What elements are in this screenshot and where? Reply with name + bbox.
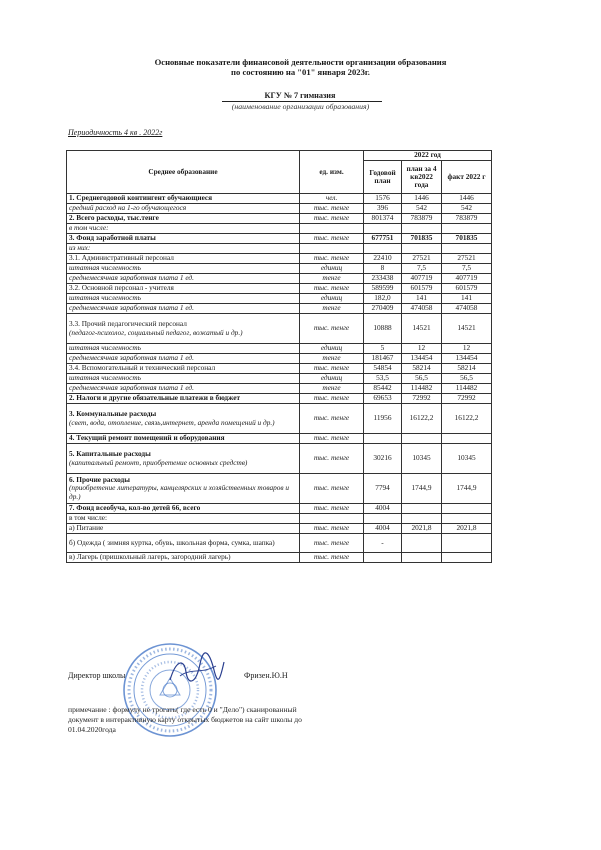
row-unit: тыс. тенге xyxy=(300,524,364,534)
row-value-v1: 11956 xyxy=(364,404,402,434)
row-value-v1: 7794 xyxy=(364,474,402,504)
row-value-v3: 27521 xyxy=(442,254,492,264)
row-label xyxy=(67,204,300,214)
row-value-v2: 27521 xyxy=(402,254,442,264)
row-label xyxy=(67,534,300,553)
row-value-v1: 69653 xyxy=(364,394,402,404)
row-value-v2 xyxy=(402,504,442,514)
row-label-text: б) Одежда ( зимняя куртка, обувь, школьная форма, сумка, шапка) xyxy=(69,537,275,547)
row-label-text: штатная численность xyxy=(69,373,141,383)
row-value-v3: 542 xyxy=(442,204,492,214)
row-label-text: 3.1. Административный персонал xyxy=(69,253,174,263)
header-category: Среднее образование xyxy=(67,151,300,194)
row-label xyxy=(67,344,300,354)
row-unit: тыс. тенге xyxy=(300,314,364,344)
row-unit: тыс. тенге xyxy=(300,394,364,404)
row-value-v1 xyxy=(364,244,402,254)
row-unit xyxy=(300,224,364,234)
table-row xyxy=(67,394,492,404)
row-unit: тыс. тенге xyxy=(300,474,364,504)
row-value-v1: - xyxy=(364,534,402,553)
header-annual-plan: Годовой план xyxy=(364,161,402,194)
row-label-text: в том числе: xyxy=(69,223,109,233)
table-row xyxy=(67,294,492,304)
row-value-v3: 407719 xyxy=(442,274,492,284)
periodicity-label: Периодичность 4 кв . 2022г xyxy=(68,128,163,137)
row-label-text: среднемесячная заработная плата 1 ед. xyxy=(69,303,194,313)
row-value-v3: 7,5 xyxy=(442,264,492,274)
row-value-v3: 56,5 xyxy=(442,374,492,384)
row-value-v3 xyxy=(442,504,492,514)
row-value-v3 xyxy=(442,434,492,444)
row-value-v2: 701835 xyxy=(402,234,442,244)
row-value-v3: 58214 xyxy=(442,364,492,374)
row-value-v1: 4004 xyxy=(364,524,402,534)
table-row xyxy=(67,514,492,524)
row-sublabel-text: (приобретение литературы, канцелярских и хозяйственных товаров и др.) xyxy=(69,483,290,501)
row-label xyxy=(67,224,300,234)
row-value-v1: 54854 xyxy=(364,364,402,374)
row-unit: тыс. тенге xyxy=(300,434,364,444)
row-value-v2 xyxy=(402,553,442,563)
row-unit: единиц xyxy=(300,344,364,354)
row-value-v3: 2021,8 xyxy=(442,524,492,534)
row-value-v3 xyxy=(442,244,492,254)
table-row xyxy=(67,474,492,504)
row-label xyxy=(67,284,300,294)
table-row xyxy=(67,374,492,384)
row-unit: тенге xyxy=(300,384,364,394)
header-year: 2022 год xyxy=(364,151,492,161)
row-unit: тыс. тенге xyxy=(300,404,364,434)
table-row xyxy=(67,534,492,553)
row-value-v2 xyxy=(402,224,442,234)
row-label-text: 4. Текущий ремонт помещений и оборудования xyxy=(69,433,225,443)
row-value-v3: 783879 xyxy=(442,214,492,224)
row-value-v2: 542 xyxy=(402,204,442,214)
row-label xyxy=(67,304,300,314)
row-label-text: 3.2. Основной персонал - учителя xyxy=(69,283,174,293)
row-label xyxy=(67,553,300,563)
row-unit xyxy=(300,514,364,524)
director-signature xyxy=(166,650,226,690)
table-row xyxy=(67,364,492,374)
row-unit: тенге xyxy=(300,304,364,314)
row-value-v1: 30216 xyxy=(364,444,402,474)
table-row xyxy=(67,244,492,254)
row-label xyxy=(67,274,300,284)
row-label xyxy=(67,514,300,524)
row-label-text: 3. Фонд заработной платы xyxy=(69,233,156,243)
row-label-text: в) Лагерь (пришкольный лагерь, загородний лагерь) xyxy=(69,552,231,562)
row-label-text: 2. Налоги и другие обязательные платежи в бюджет xyxy=(69,393,241,403)
table-row xyxy=(67,204,492,214)
row-label-text: 2. Всего расходы, тыс.тенге xyxy=(69,213,159,223)
row-value-v2 xyxy=(402,534,442,553)
row-unit: тыс. тенге xyxy=(300,504,364,514)
row-unit: единиц xyxy=(300,294,364,304)
row-value-v3: 601579 xyxy=(442,284,492,294)
row-value-v3: 1744,9 xyxy=(442,474,492,504)
row-value-v2: 58214 xyxy=(402,364,442,374)
row-value-v1: 1576 xyxy=(364,194,402,204)
row-value-v2: 16122,2 xyxy=(402,404,442,434)
table-row xyxy=(67,234,492,244)
row-value-v1: 233438 xyxy=(364,274,402,284)
table-row xyxy=(67,444,492,474)
row-label xyxy=(67,394,300,404)
table-row xyxy=(67,224,492,234)
organization-caption: (наименование организации образования) xyxy=(231,102,370,111)
row-value-v1: 85442 xyxy=(364,384,402,394)
row-unit: тыс. тенге xyxy=(300,234,364,244)
row-value-v1: 181467 xyxy=(364,354,402,364)
row-unit: тыс. тенге xyxy=(300,254,364,264)
row-value-v3: 1446 xyxy=(442,194,492,204)
row-unit: тенге xyxy=(300,274,364,284)
row-value-v2: 2021,8 xyxy=(402,524,442,534)
row-unit: тыс. тенге xyxy=(300,534,364,553)
table-row xyxy=(67,434,492,444)
row-label-text: в том числе: xyxy=(69,513,108,523)
table-row xyxy=(67,354,492,364)
row-value-v3 xyxy=(442,534,492,553)
row-value-v3 xyxy=(442,224,492,234)
row-label xyxy=(67,214,300,224)
row-label-text: средний расход на 1-го обучающегося xyxy=(69,203,187,213)
row-value-v2: 72992 xyxy=(402,394,442,404)
director-label: Директор школы xyxy=(68,671,126,680)
row-value-v1: 53,5 xyxy=(364,374,402,384)
row-value-v1: 801374 xyxy=(364,214,402,224)
report-title-line2: по состоянию на "01" января 2023г. xyxy=(231,67,370,77)
row-value-v2: 1744,9 xyxy=(402,474,442,504)
row-unit xyxy=(300,244,364,254)
row-value-v3: 701835 xyxy=(442,234,492,244)
row-label xyxy=(67,434,300,444)
row-value-v1: 22410 xyxy=(364,254,402,264)
table-row xyxy=(67,553,492,563)
table-row xyxy=(67,404,492,434)
row-value-v2: 114482 xyxy=(402,384,442,394)
row-label-text: а) Питание xyxy=(69,523,104,533)
row-value-v3: 141 xyxy=(442,294,492,304)
row-value-v2: 474058 xyxy=(402,304,442,314)
row-label-text: 7. Фонд всеобуча, кол-во детей 66, всего xyxy=(69,503,201,513)
financial-indicators-table xyxy=(66,150,492,563)
table-row xyxy=(67,254,492,264)
row-value-v1: 10888 xyxy=(364,314,402,344)
table-row xyxy=(67,314,492,344)
row-label xyxy=(67,354,300,364)
row-unit: тенге xyxy=(300,354,364,364)
row-unit: чел. xyxy=(300,194,364,204)
footnote: примечание : формулу не трогать( где есть 0 и "Дело") сканированный документ в интерактивную карту открытых бюджетов на сайт школы до 01.04.2020года xyxy=(68,705,302,735)
header-unit: ед. изм. xyxy=(300,151,364,194)
row-unit: тыс. тенге xyxy=(300,364,364,374)
report-title-line1: Основные показатели финансовой деятельности организации образования xyxy=(154,57,447,67)
row-label xyxy=(67,254,300,264)
row-label xyxy=(67,404,300,434)
row-unit: тыс. тенге xyxy=(300,284,364,294)
header-plan-q4: план за 4 кв2022 года xyxy=(402,161,442,194)
row-label xyxy=(67,504,300,514)
row-value-v3: 14521 xyxy=(442,314,492,344)
row-value-v2: 1446 xyxy=(402,194,442,204)
row-unit: единиц xyxy=(300,374,364,384)
row-label xyxy=(67,264,300,274)
row-unit: тыс. тенге xyxy=(300,553,364,563)
row-value-v3: 10345 xyxy=(442,444,492,474)
row-value-v2: 783879 xyxy=(402,214,442,224)
row-value-v3: 12 xyxy=(442,344,492,354)
row-sublabel-text: (педагог-психолог, социальный педагог, вожатый и др.) xyxy=(69,327,243,337)
row-label-text: 5. Капитальные расходы xyxy=(69,449,151,459)
row-label xyxy=(67,374,300,384)
row-value-v2: 12 xyxy=(402,344,442,354)
row-label xyxy=(67,444,300,474)
row-value-v2 xyxy=(402,514,442,524)
row-value-v1: 4004 xyxy=(364,504,402,514)
row-label-text: 6. Прочие расходы xyxy=(69,475,130,485)
row-value-v1: 5 xyxy=(364,344,402,354)
row-label-text: 3.3. Прочий педагогический персонал xyxy=(69,319,187,329)
row-unit: тыс. тенге xyxy=(300,214,364,224)
row-value-v1 xyxy=(364,514,402,524)
header-fact: факт 2022 г xyxy=(442,161,492,194)
table-row xyxy=(67,284,492,294)
table-row xyxy=(67,264,492,274)
row-label-text: 3.4. Вспомогательный и технический персонал xyxy=(69,363,216,373)
row-label xyxy=(67,244,300,254)
row-value-v3: 474058 xyxy=(442,304,492,314)
row-label xyxy=(67,234,300,244)
table-row xyxy=(67,304,492,314)
table-row xyxy=(67,214,492,224)
row-label-text: среднемесячная заработная плата 1 ед. xyxy=(69,353,194,363)
row-label-text: из них: xyxy=(69,243,91,253)
table-row xyxy=(67,194,492,204)
row-value-v2: 7,5 xyxy=(402,264,442,274)
row-value-v2 xyxy=(402,434,442,444)
table-row xyxy=(67,504,492,514)
row-sublabel-text: (свет, вода, отопление, связь,интернет, аренда помещений и др.) xyxy=(69,417,275,427)
table-row xyxy=(67,524,492,534)
row-value-v1 xyxy=(364,434,402,444)
row-label xyxy=(67,524,300,534)
row-value-v1 xyxy=(364,224,402,234)
row-label xyxy=(67,194,300,204)
row-value-v1: 589599 xyxy=(364,284,402,294)
row-value-v1: 182,0 xyxy=(364,294,402,304)
row-label-text: штатная численность xyxy=(69,343,141,353)
row-value-v2: 141 xyxy=(402,294,442,304)
row-value-v2: 10345 xyxy=(402,444,442,474)
row-value-v3: 134454 xyxy=(442,354,492,364)
row-unit: тыс. тенге xyxy=(300,204,364,214)
row-value-v2: 14521 xyxy=(402,314,442,344)
row-label-text: среднемесячная заработная плата 1 ед. xyxy=(69,273,194,283)
row-value-v1: 270409 xyxy=(364,304,402,314)
row-label-text: штатная численность xyxy=(69,263,141,273)
row-value-v1: 396 xyxy=(364,204,402,214)
row-value-v2 xyxy=(402,244,442,254)
table-row xyxy=(67,384,492,394)
row-value-v2: 134454 xyxy=(402,354,442,364)
row-value-v2: 56,5 xyxy=(402,374,442,384)
row-value-v3: 114482 xyxy=(442,384,492,394)
row-label-text: штатная численность xyxy=(69,293,141,303)
row-label xyxy=(67,314,300,344)
row-value-v2: 407719 xyxy=(402,274,442,284)
row-value-v3: 72992 xyxy=(442,394,492,404)
row-label-text: 1. Среднегодовой контингент обучающиеся xyxy=(69,193,213,203)
row-value-v3: 16122,2 xyxy=(442,404,492,434)
director-name: Фризен.Ю.Н xyxy=(244,671,288,680)
row-value-v3 xyxy=(442,553,492,563)
row-value-v1: 677751 xyxy=(364,234,402,244)
row-unit: единиц xyxy=(300,264,364,274)
row-value-v1: 8 xyxy=(364,264,402,274)
row-label xyxy=(67,384,300,394)
row-label-text: 3. Коммунальные расходы xyxy=(69,409,157,419)
row-label-text: среднемесячная заработная плата 1 ед. xyxy=(69,383,194,393)
row-label xyxy=(67,294,300,304)
table-row xyxy=(67,274,492,284)
row-sublabel-text: (капитальный ремонт, приобретение основных средств) xyxy=(69,457,248,467)
row-value-v2: 601579 xyxy=(402,284,442,294)
row-label xyxy=(67,364,300,374)
organization-name: КГУ № 7 гимназия xyxy=(264,91,336,100)
row-value-v3 xyxy=(442,514,492,524)
row-label xyxy=(67,474,300,504)
row-value-v1 xyxy=(364,553,402,563)
table-row xyxy=(67,344,492,354)
table-body xyxy=(67,194,492,563)
row-unit: тыс. тенге xyxy=(300,444,364,474)
